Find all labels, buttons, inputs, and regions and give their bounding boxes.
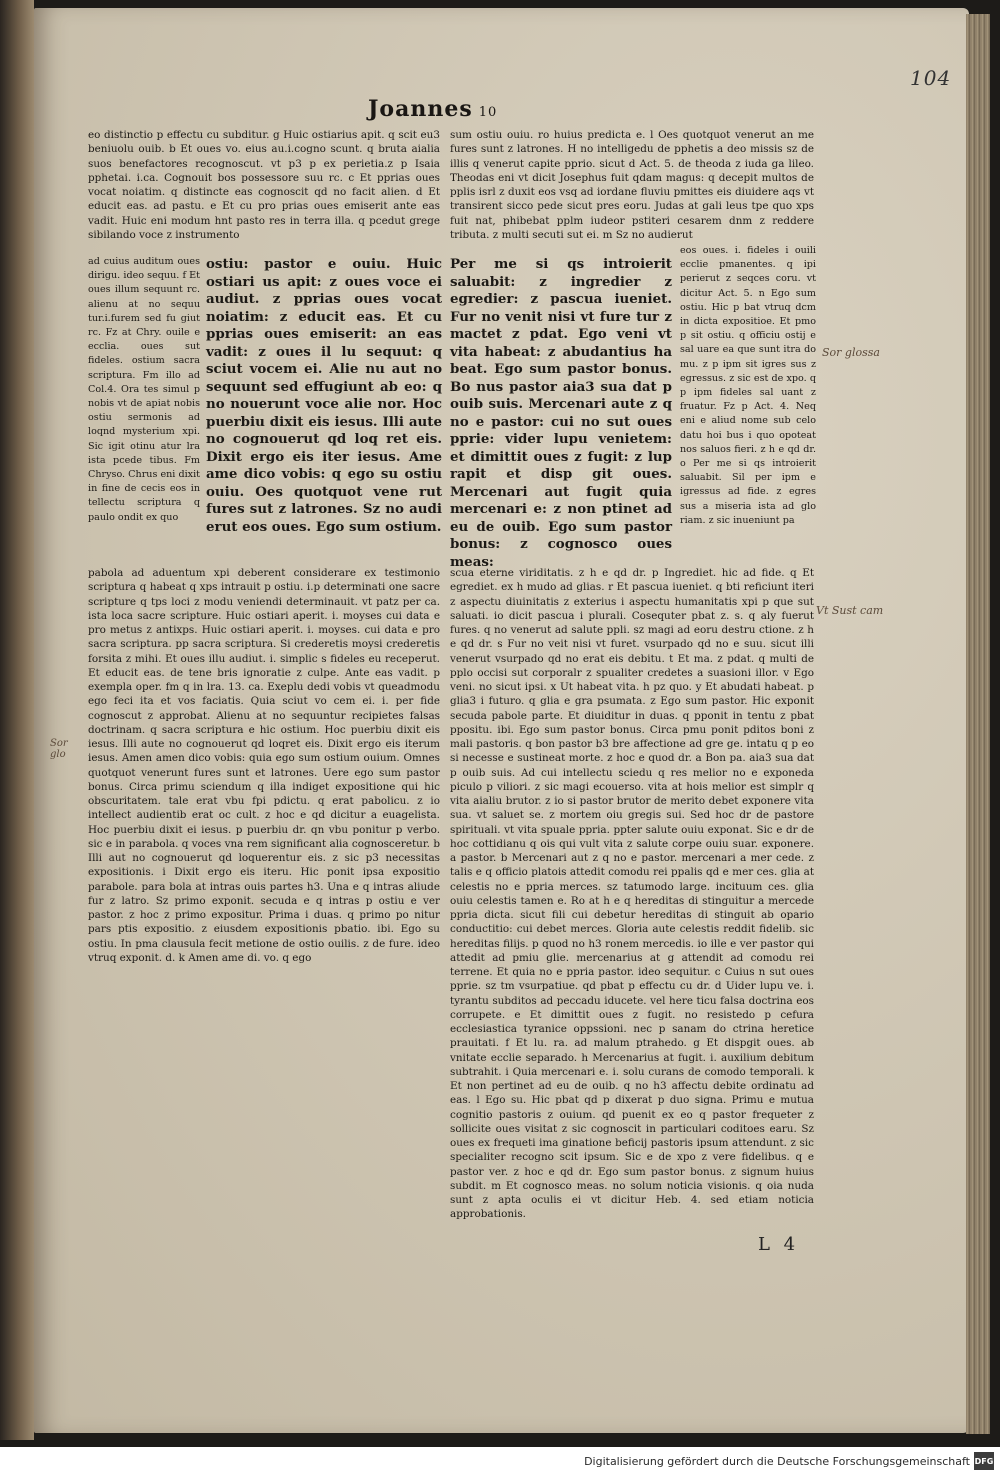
left-column-scripture: ostiu: pastor e ouiu. Huic ostiari us apit: z oues voce ei audiut. z pprias oues vocat noiatim: z educit eas. Et cu pprias oues emiserit: an eas vadit: z oues il lu sequut: q sciut vocem ei. Alie nu aut no sequunt sed effugiunt ab eo: q no nouerunt voce alie nor. Hoc puerbiu dixit eis iesus. Illi aute no cognouerut qd loq ret eis. Dixit ergo eis iter iesus. Ame ame dico vobis: q ego su ostiu ouiu. Oes quotquot vene rut fures sut z latrones. Sz no audi erut eos oues. Ego sum ostium. (206, 256, 442, 535)
right-column-commentary-top: sum ostiu ouiu. ro huius predicta e. l Oes quotquot venerut an me fures sunt z latrones. H no intelligedu de pphetis a deo missis sz de illis q venerut capite pprio. sicut d Act. 5. de theoda z iuda ga lileo. Theodas eni vt dicit Josephus fuit qdam magus: q decepit multos de pplis isrl z duxit eos vsq ad iordane fluviu pmittes eis diuidere aqs vt transirent sicco pede sicut pres eoru. Judas at gali leus tpe quo xps fuit nat, phibebat pplm iudeor pstiteri cesarem dnm z reddere tributa. z multi secuti sut ei. m Sz no audierut (450, 129, 814, 241)
right-column-gloss: eos oues. i. fideles i ouili ecclie pmanentes. q ipi perierut z seqces coru. vt dicitur Act. 5. n Ego sum ostiu. Hic p bat vtruq dcm in dicta expositioe. Et pmo p sit ostiu. q officiu ostij e sal uare ea que sunt itra do mu. z p ipm sit igres sus z egressus. z sic est de xpo. q p ipm fideles sal uant z fruatur. Fz p Act. 4. Neq eni e aliud nome sub celo datu hoi bus i quo opoteat nos saluos fieri. z h e qd dr. o Per me si qs introierit saluabit. Sil per ipm e igressus ad fide. z egres sus a miseria ista ad glo riam. z sic inueniunt pa (680, 245, 816, 526)
footer-credit: Digitalisierung gefördert durch die Deutsche Forschungsgemeinschaft (584, 1455, 970, 1468)
marginal-note: Sor glossa (822, 346, 880, 359)
running-head (368, 96, 497, 122)
folio-number: 104 (910, 66, 952, 90)
marginal-note: Sor glo (50, 738, 68, 760)
marginal-note: Vt Sust cam (816, 604, 884, 617)
right-column-scripture: Per me si qs introierit saluabit: z ingredier z egredier: z pascua iueniet. Fur no venit nisi vt fure tur z mactet z pdat. Ego veni vt vita habeat: z abudantius ha beat. Ego sum pastor bonus. Bo nus pastor aia3 sua dat p ouib suis. Mercenari aute z q no e pastor: cui no sut oues pprie: vider lupu venietem: et dimittit oues z fugit: z lup rapit et disp git oues. Mercenari aut fugit quia mercenari e: z non ptinet ad eu de ouib. Ego sum pastor bonus: z cognosco oues meas: (450, 256, 672, 570)
facing-page-edge (0, 0, 34, 1440)
page-stack-edge (966, 14, 990, 1434)
left-column-commentary-bottom: pabola ad aduentum xpi deberent considerare ex testimonio scriptura q habeat q xps intrauit p ostiu. i.p determinati one sacre scripture q tps loci z modu veniendi determinauit. vt patz per ca. ista loca sacre scripture. Huic ostiari aperit. i. moyses cui data e pro metus z antixps. Huic ostiari aperit. i. moyses. cui data e pro sacra scriptura. pp sacra scriptura. Si crederetis moysi crederetis forsita z mihi. Et oues illu audiut. i. simplic s fideles eu receperut. Et educit eas. de tene bris ignoratie z culpe. Ante eas vadit. p exempla oper. fm q in lra. 13. ca. Exeplu dedi vobis vt queadmodu ego feci ita et vos faciatis. Quia sciut vo cem ei. i. per fide cognoscut z approbat. Alienu at no sequuntur recipietes falsas doctrinam. q sacra scriptura e hic ostium. Hoc puerbiu dixit eis iesus. Illi aute no cognouerut qd loqret eis. Dixit ergo eis iterum iesus. Amen amen dico vobis: quia ego sum ostium ouium. Omnes quotquot venerunt fures sunt et latrones. Uere ego sum pastor bonus. Circa primu sciendum q illa indiget expositione qui hic obscuritatem. tale erat vbu fpi pdictu. q erat pabolicu. z io intellect audientib erat oc cult. z hoc e qd dicitur a euagelista. Hoc puerbiu dixit ei iesus. p puerbiu dr. qn vbu ponitur p verbo. sic e in parabola. q voces vna rem significant alia cognosceretur. b Illi aut no cognouerut qd loquerentur eis. z sic p3 necessitas expositionis. i Dixit ergo eis iteru. Hic ponit ipsa expositio parabole. para bola at intras ouis partes h3. Una e q intras aliude fur z latro. Sz primo exponit. secuda e q intras p ostiu e ver pastor. z hoc z primo expositur. Prima i duas. q primo po nitur pars ptis expositio. z eiusdem expositionis pbatio. ibi. Ego su ostiu. In pma clausula fecit metione de ostio ouilis. z de fure. ideo vtruq exponit. d. k Amen ame di. vo. q ego (88, 567, 440, 964)
running-head-title: Joannes (368, 96, 473, 122)
chapter-number: 10 (478, 105, 498, 120)
left-column-gloss: ad cuius auditum oues dirigu. ideo sequu. f Et oues illum sequunt rc. alienu at no sequu tur.i.furem sed fu giut rc. Fz at Chry. ouile e ecclia. oues sut fideles. ostium sacra scriptura. Fm illo ad Col.4. Ora tes simul p nobis vt de apiat nobis ostiu sermonis ad loqnd mysterium xpi. Sic igit otinu atur lra ista pcede tibus. Fm Chryso. Chrus eni dixit in fine de cecis eos in tellectu scriptura q paulo ondit ex quo (88, 256, 200, 523)
quire-signature: L 4 (758, 1234, 800, 1255)
dfg-logo-icon: DFG (974, 1452, 994, 1470)
left-column-commentary-top: eo distinctio p effectu cu subditur. g Huic ostiarius apit. q scit eu3 beniuolu ouib. b Et oues vo. eius au.i.cogno scunt. q bruta aialia suos benefactores recognoscut. vt p3 p ex perietia.z p Isaia pphetai. i.ca. Cognouit bos possessore suu rc. c Et pprias oues vocat noiatim. q distincte eas cognoscit qd no facit alien. d Et educit eas. ad pastu. e Et cu pro prias oues emiserit ante eas vadit. Huic eni modum hnt pasto res in terra illa. q pcedut grege sibilando voce z instrumento (88, 129, 440, 241)
right-column-commentary-bottom: scua eterne viriditatis. z h e qd dr. p Ingrediet. hic ad fide. q Et egrediet. ex h mudo ad glias. r Et pascua iueniet. q bti reficiunt iteri z aspectu diuinitatis z exterius i aspectu humanitatis xpi p que sut saluati. io dicit pascua i plurali. Cosequter pbat z. s. q aly fuerut fures. q no venerut ad salute ppli. sz magi ad eoru destru ctione. z h e qd dr. s Fur no veit nisi vt furet. vsurpado qd no e suu. sicut illi venerut vsurpado qd no erat eis debitu. t Et ma. z pdat. q multi de pplo occisi sut corporalr z spualiter credetes a suasioni illor. v Ego veni. no sicut ipsi. x Ut habeat vita. h pz quo. y Et abudati habeat. p glia3 i futuro. q glia e gra psumata. z Ego sum pastor. Hic exponit secuda pabole parte. Et diuiditur in duas. q pponit in tentu z pbat ppositu. ibi. Ego sum pastor bonus. Circa pmu ponit pditos boni z mali pastoris. q bon pastor b3 bre affectione ad gre ge. intatu q p eo si necesse e sustineat morte. z hoc e quod dr. a Bon pa. aia3 sua dat p ouib suis. Ad cui intellectu sciedu q res melior no e exponeda piculo p viliori. z sic magi ecouerso. vita at hois melior est simplr q vita aialiu brutor. z io si pastor brutor de merito debet exponere vita sua. vt saluet se. z mortem oiu gregis sui. Sed hoc dr de pastore spirituali. vt vita spuale ppria. ppter salute ouiu exponat. Sic e dr de hoc cottidianu q ois qui vult vita z salute corpe ouiu suar. exponere. a pastor. b Mercenari aut z q no e pastor. mercenari a mer cede. z talis e q officio platois attedit comodu rei ppalis qd e mer ces. glia at celestis no e ppria merces. sz tatumodo large. incituum ces. glia ouiu celestis tamen e. Ro at h e q hereditas di stinguitur a mercede ppria dicta. sicut fili cui debetur hereditas di stinguit ab opario conductitio: cui debet merces. Gloria aute celestis reddit fidelib. sic hereditas filijs. p quod no h3 ronem mercedis. io ille e ver pastor qui attedit ad pmiu glie. mercenarius at g attendit ad comodu rei terrene. Et quia no e ppria pastor. ideo sequitur. c Cuius n sut oues pprie. sz tm vsurpatiue. qd pbat p effectu cu dr. d Uider lupu ve. i. tyrantu subditos ad peccadu iducete. vel here ticu falsa doctrina eos corrupete. e Et dimittit oues z fugit. no resistedo p cefura ecclesiastica tyranice oppssioni. nec p sanam do ctrina heretice prauitati. f Et lu. ra. ad malum ptrahedo. g Et dispgit oues. ab vnitate ecclie separado. h Mercenarius at fugit. i. auxilium debitum subtrahit. i Quia mercenari e. i. solu curans de comodo temporali. k Et non pertinet ad eu de ouib. q no h3 affectu debite ordinatu ad eas. l Ego su. Hic pbat qd p dixerat p duo signa. Primu e mutua cognitio pastoris z ouium. qd puenit ex eo q pastor frequeter z sollicite oues visitat z sic cognoscit in particulari coditoes earu. Sz oues ex frequeti ima ginatione beficij pastoris ipsum attendunt. z sic specialiter recogno scit ipsum. Sic e de xpo z vere fidelibus. q e pastor ver. z hoc e qd dr. Ego sum pastor bonus. z signum huius subdit. m Et cognosco meas. no solum noticia visionis. q oia nuda sunt z apta oculis ei vt dicitur Heb. 4. sed etiam noticia approbationis. (450, 567, 814, 1221)
